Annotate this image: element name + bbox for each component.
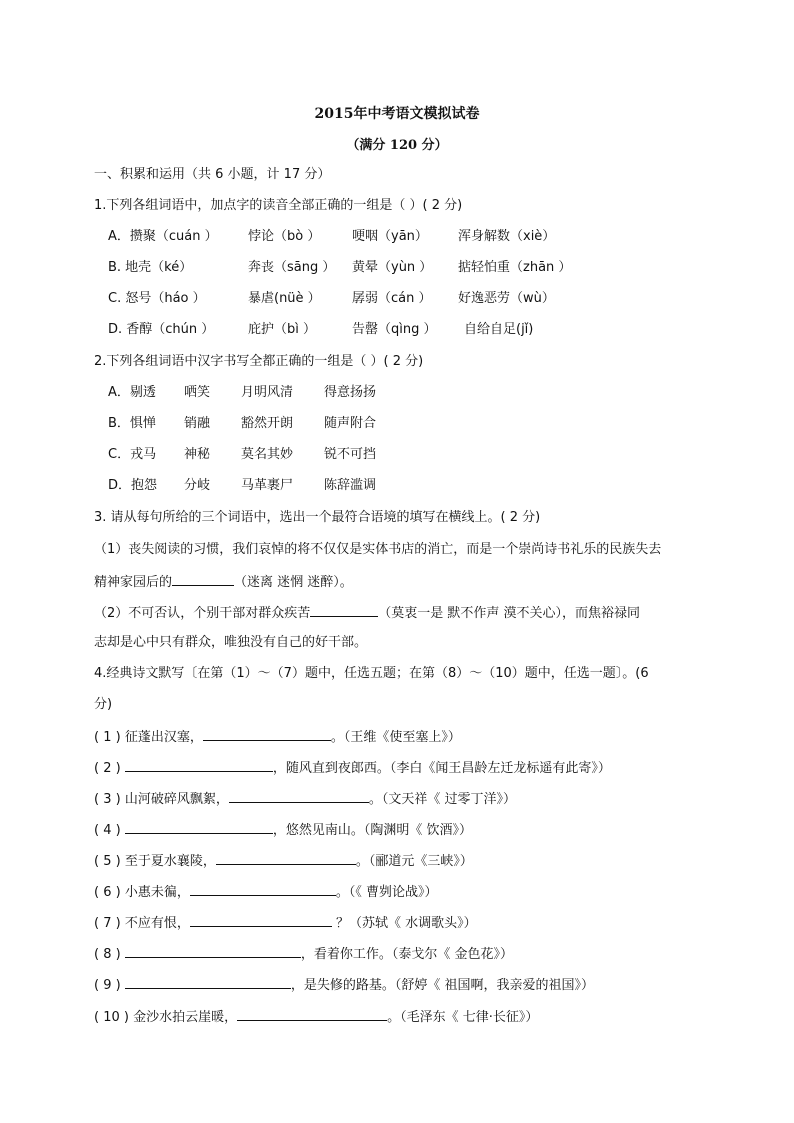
- option-word: 哂笑: [184, 385, 211, 400]
- option-label: B．惧惮: [108, 416, 156, 431]
- poem-item: [94, 727, 461, 747]
- option-word: 孱弱（cán ）: [352, 291, 432, 306]
- option-word: 得意扬扬: [324, 385, 377, 400]
- fill-blank[interactable]: [203, 727, 331, 741]
- text: 。（文天祥《 过零丁洋》）: [368, 792, 516, 807]
- poem-item: [94, 975, 594, 995]
- text: （莫衷一是 默不作声 漠不关心），而焦裕禄同: [378, 606, 641, 621]
- option-word: 告罄（qìng ）: [352, 322, 437, 337]
- item-number: ( 4 ): [94, 823, 121, 838]
- fill-blank[interactable]: [310, 603, 378, 617]
- option-label: C. 怒号（háo ）: [108, 291, 206, 306]
- q1-stem: 1.下列各组词语中，加点字的读音全部正确的一组是（ ）( 2 分): [94, 198, 463, 213]
- item-number: ( 7 ): [94, 916, 121, 931]
- text: 征蓬出汉塞，: [124, 730, 203, 745]
- option-label: D．抱怨: [108, 478, 158, 493]
- section-heading: 一、积累和运用（共 6 小题，计 17 分）: [94, 167, 331, 182]
- q3-sentence1-line2: [94, 572, 353, 592]
- q3-sentence2-line2: 志却是心中只有群众，唯独没有自己的好干部。: [94, 635, 368, 650]
- q3-stem: 3. 请从每句所给的三个词语中，选出一个最符合语境的填写在横线上。( 2 分): [94, 510, 541, 525]
- option-word: 神秘: [184, 447, 211, 462]
- fill-blank[interactable]: [125, 975, 291, 989]
- text: （迷离 迷惘 迷醉）。: [234, 575, 353, 590]
- item-number: ( 2 ): [94, 761, 121, 776]
- option-label: D. 香醇（chún ）: [108, 322, 215, 337]
- item-number: ( 10 ): [94, 1010, 129, 1025]
- option-word: 悖论（bò ）: [248, 229, 321, 244]
- q2-stem: 2.下列各组词语中汉字书写全都正确的一组是（ ）( 2 分): [94, 354, 424, 369]
- fill-blank[interactable]: [229, 789, 369, 803]
- option-word: 奔丧（sāng ）: [248, 260, 336, 275]
- option-word: 暴虐(nüè ）: [248, 291, 321, 306]
- option-word: 豁然开朗: [241, 416, 294, 431]
- exam-subtitle: （满分 120 分）: [346, 138, 448, 153]
- option-word: 庇护（bì ）: [248, 322, 316, 337]
- exam-title: 2015年中考语文模拟试卷: [314, 106, 480, 122]
- poem-item: [94, 944, 513, 964]
- item-number: ( 6 ): [94, 885, 121, 900]
- option-word: 分岐: [184, 478, 211, 493]
- option-word: 销融: [184, 416, 211, 431]
- fill-blank[interactable]: [172, 572, 234, 586]
- text: 。（郦道元《三峡》）: [355, 854, 473, 869]
- text: 。（毛泽东《 七律·长征》）: [387, 1010, 539, 1025]
- text: ，悠然见南山。（陶渊明《 饮酒》）: [272, 823, 472, 838]
- text: ，看着你工作。（泰戈尔《 金色花》）: [300, 947, 513, 962]
- option-word: 月明风清: [241, 385, 294, 400]
- fill-blank[interactable]: [216, 851, 356, 865]
- text: ，随风直到夜郎西。（李白《闻王昌龄左迁龙标遥有此寄》）: [272, 761, 611, 776]
- text: 至于夏水襄陵，: [124, 854, 216, 869]
- poem-item: [94, 913, 477, 933]
- fill-blank[interactable]: [125, 758, 273, 772]
- text: ，是失修的路基。（舒婷《 祖国啊，我亲爱的祖国》）: [290, 978, 594, 993]
- text: 山河破碎风飘絮，: [124, 792, 229, 807]
- poem-item: [94, 820, 472, 840]
- fill-blank[interactable]: [125, 944, 301, 958]
- fill-blank[interactable]: [190, 913, 332, 927]
- text: （2）不可否认，个别干部对群众疾苦: [94, 606, 311, 621]
- text: 。（《 曹刿论战》）: [335, 885, 438, 900]
- option-word: 莫名其妙: [241, 447, 294, 462]
- item-number: ( 8 ): [94, 947, 121, 962]
- option-word: 黄晕（yùn ）: [352, 260, 433, 275]
- text: 不应有恨，: [124, 916, 190, 931]
- option-label: A．剔透: [108, 385, 156, 400]
- option-word: 马革裹尸: [241, 478, 294, 493]
- option-word: 陈辞滥调: [324, 478, 377, 493]
- text: 精神家园后的: [94, 575, 173, 590]
- item-number: ( 9 ): [94, 978, 121, 993]
- option-word: 浑身解数（xiè）: [458, 229, 556, 244]
- text: 小惠未徧，: [124, 885, 190, 900]
- option-word: 好逸恶劳（wù）: [458, 291, 555, 306]
- option-label: A．攒聚（cuán ）: [108, 229, 218, 244]
- text: 。（王维《使至塞上》）: [330, 730, 461, 745]
- option-word: 随声附合: [324, 416, 377, 431]
- option-word: 自给自足(jǐ): [464, 322, 534, 337]
- text: ？（苏轼《 水调歌头》）: [331, 916, 477, 931]
- item-number: ( 1 ): [94, 730, 121, 745]
- text: 金沙水拍云崖暖，: [133, 1010, 238, 1025]
- option-label: B. 地壳（ké）: [108, 260, 193, 275]
- poem-item: [94, 882, 437, 902]
- option-word: 哽咽（yān）: [352, 229, 428, 244]
- item-number: ( 5 ): [94, 854, 121, 869]
- option-label: C．戎马: [108, 447, 157, 462]
- poem-item: [94, 851, 473, 871]
- poem-item: [94, 789, 516, 809]
- q4-stem-cont: 分): [94, 697, 113, 712]
- fill-blank[interactable]: [237, 1007, 387, 1021]
- q3-sentence1-line1: （1）丧失阅读的习惯，我们哀悼的将不仅仅是实体书店的消亡，而是一个崇尚诗书礼乐的民族失去: [94, 542, 662, 557]
- q3-sentence2-line1: [94, 603, 640, 623]
- option-word: 锐不可挡: [324, 447, 377, 462]
- q4-stem: 4.经典诗文默写〔在第（1）～（7）题中，任选五题；在第（8）～（10）题中，任选一题〕。(6: [94, 666, 649, 681]
- poem-item: [94, 758, 611, 778]
- poem-item: [94, 1007, 538, 1027]
- fill-blank[interactable]: [190, 882, 336, 896]
- fill-blank[interactable]: [125, 820, 273, 834]
- option-word: 掂轻怕重（zhān ）: [458, 260, 572, 275]
- item-number: ( 3 ): [94, 792, 121, 807]
